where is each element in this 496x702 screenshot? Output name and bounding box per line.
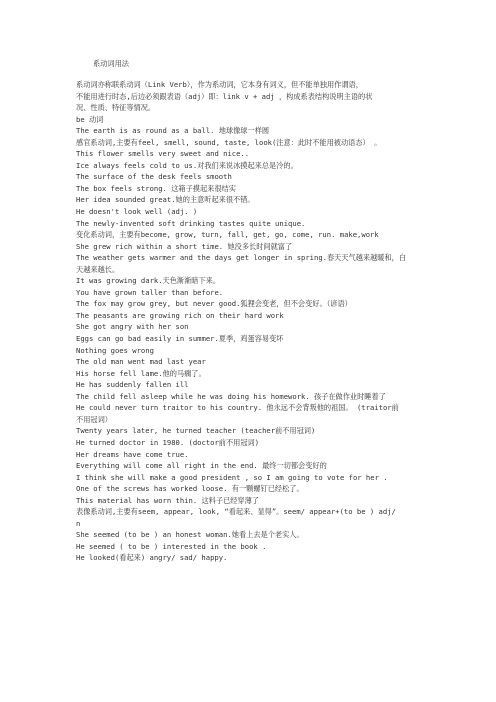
text-line: 况、性质、特征等情况。 — [76, 103, 156, 113]
text-line: His horse fell lame.他的马瘸了。 — [76, 368, 206, 378]
text-line: 不能用进行时态,后边必须跟表语（adj）即：link v + adj ，构成系表结构说明主语的状 — [76, 91, 373, 101]
text-line: The old man went mad last year — [76, 357, 206, 367]
text-line: 系动词亦称联系动词（Link Verb），作为系动词，它本身有词义，但不能单独用作谓语， — [76, 80, 363, 89]
text-line: The fox may grow grey, but never good.狐狸会变老，但不会变好。（谚语） — [76, 299, 352, 309]
text-line: He seemed ( to be ) interested in the book . — [76, 541, 267, 551]
text-line: He turned doctor in 1980. (doctor前不用冠词) — [76, 437, 260, 447]
document-title: 系动词用法 — [93, 59, 129, 68]
text-line: He has suddenly fallen ill — [76, 380, 189, 390]
text-line: The weather gets warmer and the days get longer in spring.春天天气越来越暖和，白 — [76, 253, 407, 263]
text-line: Everything will come all right in the end. 最终一切都会变好的 — [76, 461, 327, 471]
text-line: One of the screws has worked loose. 有一颗螺钉已经松了。 — [76, 484, 304, 494]
document-body — [76, 79, 420, 564]
text-line: The child fell asleep while he was doing his homework. 孩子在做作业时睡着了 — [76, 391, 386, 401]
text-line: 感官系动词,主要有feel, smell, sound, taste, look(注意：此时不能用被动语态） 。 — [76, 137, 382, 147]
text-line: 天越来越长。 — [76, 264, 120, 274]
text-line: This material has worn thin. 这料子已经穿薄了 — [76, 495, 259, 505]
text-line: Ice always feels cold to us.对我们来说冰摸起来总是冷的。 — [76, 160, 298, 170]
text-line: 变化系动词，主要有become, grow, turn, fall, get, go, come, run. make,work — [76, 230, 379, 240]
text-line: He could never turn traitor to his country. 他永远不会背叛他的祖国。 (traitor前 — [76, 403, 399, 413]
text-line: The surface of the desk feels smooth — [76, 172, 232, 182]
text-line: This flower smells very sweet and nice.. — [76, 149, 250, 159]
text-line: The box feels strong. 这箱子摸起来很结实 — [76, 183, 236, 193]
text-line: She seemed (to be ) an honest woman.她看上去是个老实人。 — [76, 530, 304, 540]
text-line: It was growing dark.天色渐渐暗下来。 — [76, 276, 221, 286]
text-line: The peasants are growing rich on their hard work — [76, 310, 284, 320]
text-line: Her idea sounded great.她的主意听起来很不错。 — [76, 195, 255, 205]
text-line: He doesn't look well (adj. ) — [76, 207, 198, 217]
text-line: The earth is as round as a ball. 地球像球一样圆 — [76, 126, 270, 136]
text-line: Her dreams have come true. — [76, 449, 189, 459]
text-line: Eggs can go bad easily in summer.夏季，鸡蛋容易变坏 — [76, 334, 284, 344]
text-line: Nothing goes wrong — [76, 345, 154, 355]
text-line: Twenty years later, he turned teacher (teacher前不用冠词) — [76, 426, 316, 436]
text-line: 不用冠词） — [76, 414, 112, 424]
text-line: She grew rich within a short time. 她没多长时间就富了 — [76, 241, 293, 251]
text-line: 表像系动词,主要有seem, appear, look, “看起来、显得”。seem/ appear+(to be ) adj/ — [76, 507, 396, 517]
text-line: You have grown taller than before. — [76, 287, 224, 297]
text-line: n — [76, 518, 81, 528]
text-line: be 动词 — [76, 114, 104, 124]
text-line: He looked(看起来) angry/ sad/ happy. — [76, 553, 228, 563]
text-line: She got angry with her son — [76, 322, 189, 332]
text-line: I think she will make a good president , so I am going to vote for her . — [76, 472, 388, 482]
text-line: The newly-invented soft drinking tastes quite unique. — [76, 218, 306, 228]
